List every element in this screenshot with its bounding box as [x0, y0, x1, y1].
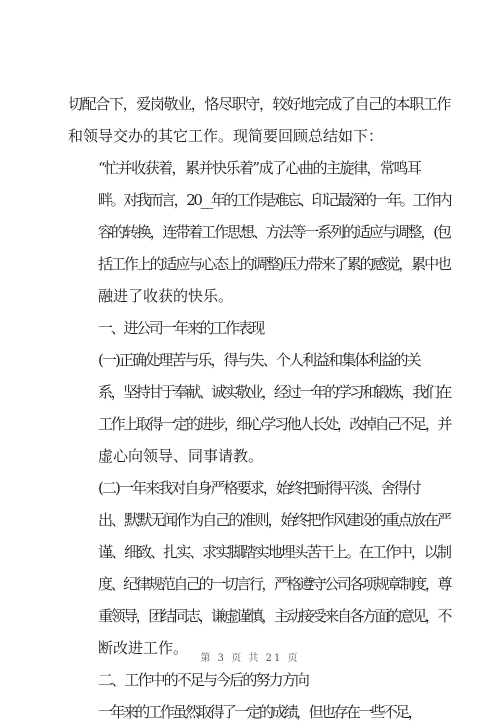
section-heading-1	[68, 312, 450, 344]
text-line: 出、默默无闻作为自己的准则，始终把作风建设的重点放在严	[98, 511, 451, 529]
paragraph-point-2	[68, 472, 450, 664]
text-line: 容的转换，连带着工作思想、方法等一系列的适应与调整，(包	[98, 223, 450, 241]
document-body	[68, 88, 450, 728]
page-number: 第 3 页 共 21 页	[200, 653, 300, 664]
text-line: 括工作上的适应与心态上的调整)压力带来了累的感觉，累中也	[98, 255, 450, 273]
text-line: 度、纪律规范自己的一切言行，严格遵守公司各项规章制度，尊	[98, 575, 451, 593]
text-line: 切配合下，爱岗敬业，恪尽职守，较好地完成了自己的本职工作	[68, 95, 451, 113]
text-line: 重领导，团结同志，谦虚谨慎，主动接受来自各方面的意见，不	[98, 607, 451, 625]
paragraph-point-1	[68, 344, 450, 472]
text-line: 融进了收获的快乐。	[98, 287, 234, 305]
text-line: 谨、细致、扎实、求实脚踏实地埋头苦干上。在工作中，以制	[98, 543, 451, 561]
text-line: (二)一年来我对自身严格要求，始终把耐得平淡、舍得付	[98, 479, 420, 497]
text-line: 畔。对我而言，20__年的工作是难忘、印记最深的一年。工作内	[98, 191, 451, 209]
text-line: 和领导交办的其它工作。现简要回顾总结如下：	[68, 127, 384, 145]
text-line: 虚心向领导、同事请教。	[98, 447, 264, 465]
text-line: 二、工作中的不足与今后的努力方向	[98, 671, 309, 689]
paragraph-shortcomings	[68, 696, 450, 728]
paragraph-intro	[68, 88, 450, 152]
page-footer	[0, 649, 500, 664]
section-heading-2	[68, 664, 450, 696]
text-line: “忙并收获着，累并快乐着”成了心曲的主旋律，常鸣耳	[98, 159, 421, 177]
text-line: 一年来的工作虽然取得了一定的成绩，但也存在一些不足，	[98, 703, 421, 721]
text-line: (一)正确处理苦与乐，得与失、个人利益和集体利益的关	[98, 351, 420, 369]
text-line: 系，坚持甘于奉献、诚实敬业，经过一年的学习和锻炼，我们在	[98, 383, 451, 401]
paragraph-motto	[68, 152, 450, 312]
text-line: 断改进工作。	[98, 639, 189, 657]
text-line: 工作上取得一定的进步，细心学习他人长处，改掉自己不足，并	[98, 415, 451, 433]
text-line: 一、进公司一年来的工作表现	[98, 319, 264, 337]
